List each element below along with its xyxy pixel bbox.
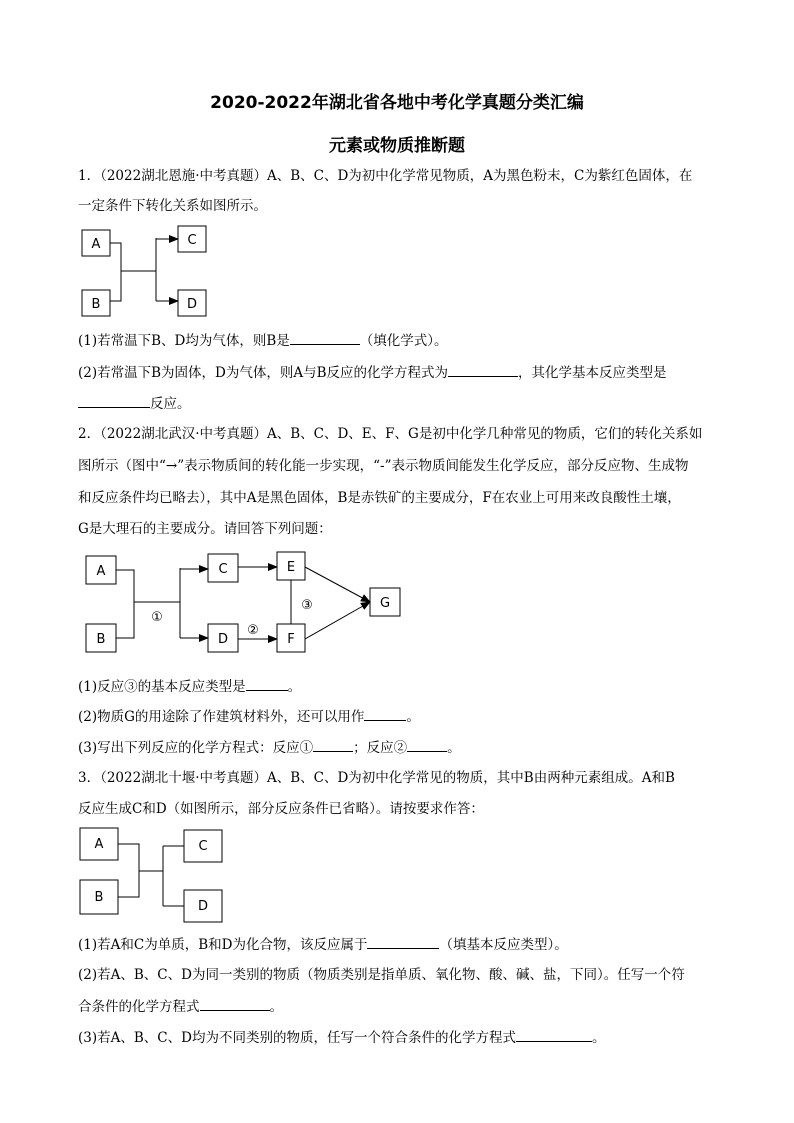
q3-part-2-cont [78,996,728,1017]
answer-blank[interactable] [200,996,270,1011]
q2-label-g: G [379,596,391,611]
answer-blank[interactable] [407,737,447,752]
answer-blank[interactable] [364,706,406,721]
q2-reaction-1-marker: ① [151,610,163,625]
q2-diagram [0,548,794,660]
q2-reaction-3-marker: ③ [301,598,313,613]
page-title: 2020-2022年湖北省各地中考化学真题分类汇编 [210,93,584,113]
answer-blank[interactable] [516,1027,592,1042]
q3-diagram [0,826,794,926]
q2-label-d: D [217,632,229,647]
q2-label-e: E [286,560,296,575]
q2-part-2-text: (2)物质G的用途除了作建筑材料外，还可以用作 [78,709,365,725]
q2-label-f: F [287,632,295,647]
q1-stem-line-2: 一定条件下转化关系如图所示。 [78,198,267,214]
q1-part-2-text-end: 反应。 [150,396,191,412]
answer-blank[interactable] [448,362,518,377]
answer-blank[interactable] [313,737,353,752]
q2-part-1 [78,676,728,697]
q3-label-d: D [197,899,209,914]
q3-stem-line-2: 反应生成C和D（如图所示，部分反应条件已省略）。请按要求作答： [78,801,484,817]
q2-reaction-2-marker: ② [247,623,259,638]
q2-label-b: B [96,632,106,647]
q2-part-2-text-end: 。 [406,709,420,725]
answer-blank[interactable] [78,393,150,408]
q1-part-1-text: (1)若常温下B、D均为气体，则B是 [78,333,290,349]
q2-part-3 [78,737,728,758]
q3-label-c: C [198,839,208,854]
q3-label-b: B [94,890,104,905]
q3-part-1-text-end: （填基本反应类型）。 [439,937,568,953]
q1-stem-line-1: 1．（2022湖北恩施·中考真题）A、B、C、D为初中化学常见物质，A为黑色粉末，C为紫红色固体，在 [78,168,693,184]
q2-part-3-text: (3)写出下列反应的化学方程式：反应① [78,740,314,756]
q3-part-2-text: 合条件的化学方程式 [78,999,200,1015]
q2-part-3-text-end: 。 [447,740,461,756]
q1-label-b: B [91,297,101,312]
q2-stem-line-2: 图所示（图中“→”表示物质间的转化能一步实现，“-”表示物质间能发生化学反应，部分反应物、生成物 [78,458,689,474]
q1-part-1-text-end: （填化学式）。 [359,333,448,349]
q1-label-d: D [186,297,198,312]
answer-blank[interactable] [246,676,288,691]
answer-blank[interactable] [367,934,439,949]
q3-part-3 [78,1027,728,1048]
q3-part-1-text: (1)若A和C为单质，B和D为化合物，该反应属于 [78,937,368,953]
q3-part-2: (2)若A、B、C、D为同一类别的物质（物质类别是指单质、氧化物、酸、碱、盐，下同）。任写一个符 [78,967,685,983]
q1-part-2 [78,362,728,383]
section-title: 元素或物质推断题 [329,136,465,156]
answer-blank[interactable] [290,330,360,345]
q2-stem-line-4: G是大理石的主要成分。请回答下列问题： [78,521,332,537]
q2-part-3-text-mid: ；反应② [353,740,408,756]
q1-diagram [0,220,794,320]
q1-label-a: A [91,237,101,252]
q1-part-1 [78,330,728,351]
q3-part-1 [78,934,728,955]
q2-part-2 [78,706,728,727]
q1-label-c: C [187,233,197,248]
q1-part-2-cont [78,393,728,414]
q3-stem-line-1: 3．（2022湖北十堰·中考真题）A、B、C、D为初中化学常见的物质，其中B由两种元素组成。A和B [78,770,675,786]
q1-part-2-text-mid: ，其化学基本反应类型是 [518,365,667,381]
q2-stem-line-3: 和反应条件均已略去），其中A是黑色固体，B是赤铁矿的主要成分，F在农业上可用来改良酸性土壤， [78,490,681,506]
q1-part-2-text: (2)若常温下B为固体，D为气体，则A与B反应的化学方程式为 [78,365,449,381]
q2-part-1-text-end: 。 [287,679,302,695]
q3-part-2-text-end: 。 [269,999,283,1015]
q2-stem-line-1: 2．（2022湖北武汉·中考真题）A、B、C、D、E、F、G是初中化学几种常见的物质，它们的转化关系如 [78,426,703,442]
q2-label-c: C [218,562,228,577]
q3-label-a: A [94,837,104,852]
q3-part-3-text: (3)若A、B、C、D均为不同类别的物质，任写一个符合条件的化学方程式 [78,1030,516,1046]
q3-part-3-text-end: 。 [591,1030,606,1046]
q2-label-a: A [96,564,106,579]
q2-part-1-text: (1)反应③的基本反应类型是 [78,679,246,695]
